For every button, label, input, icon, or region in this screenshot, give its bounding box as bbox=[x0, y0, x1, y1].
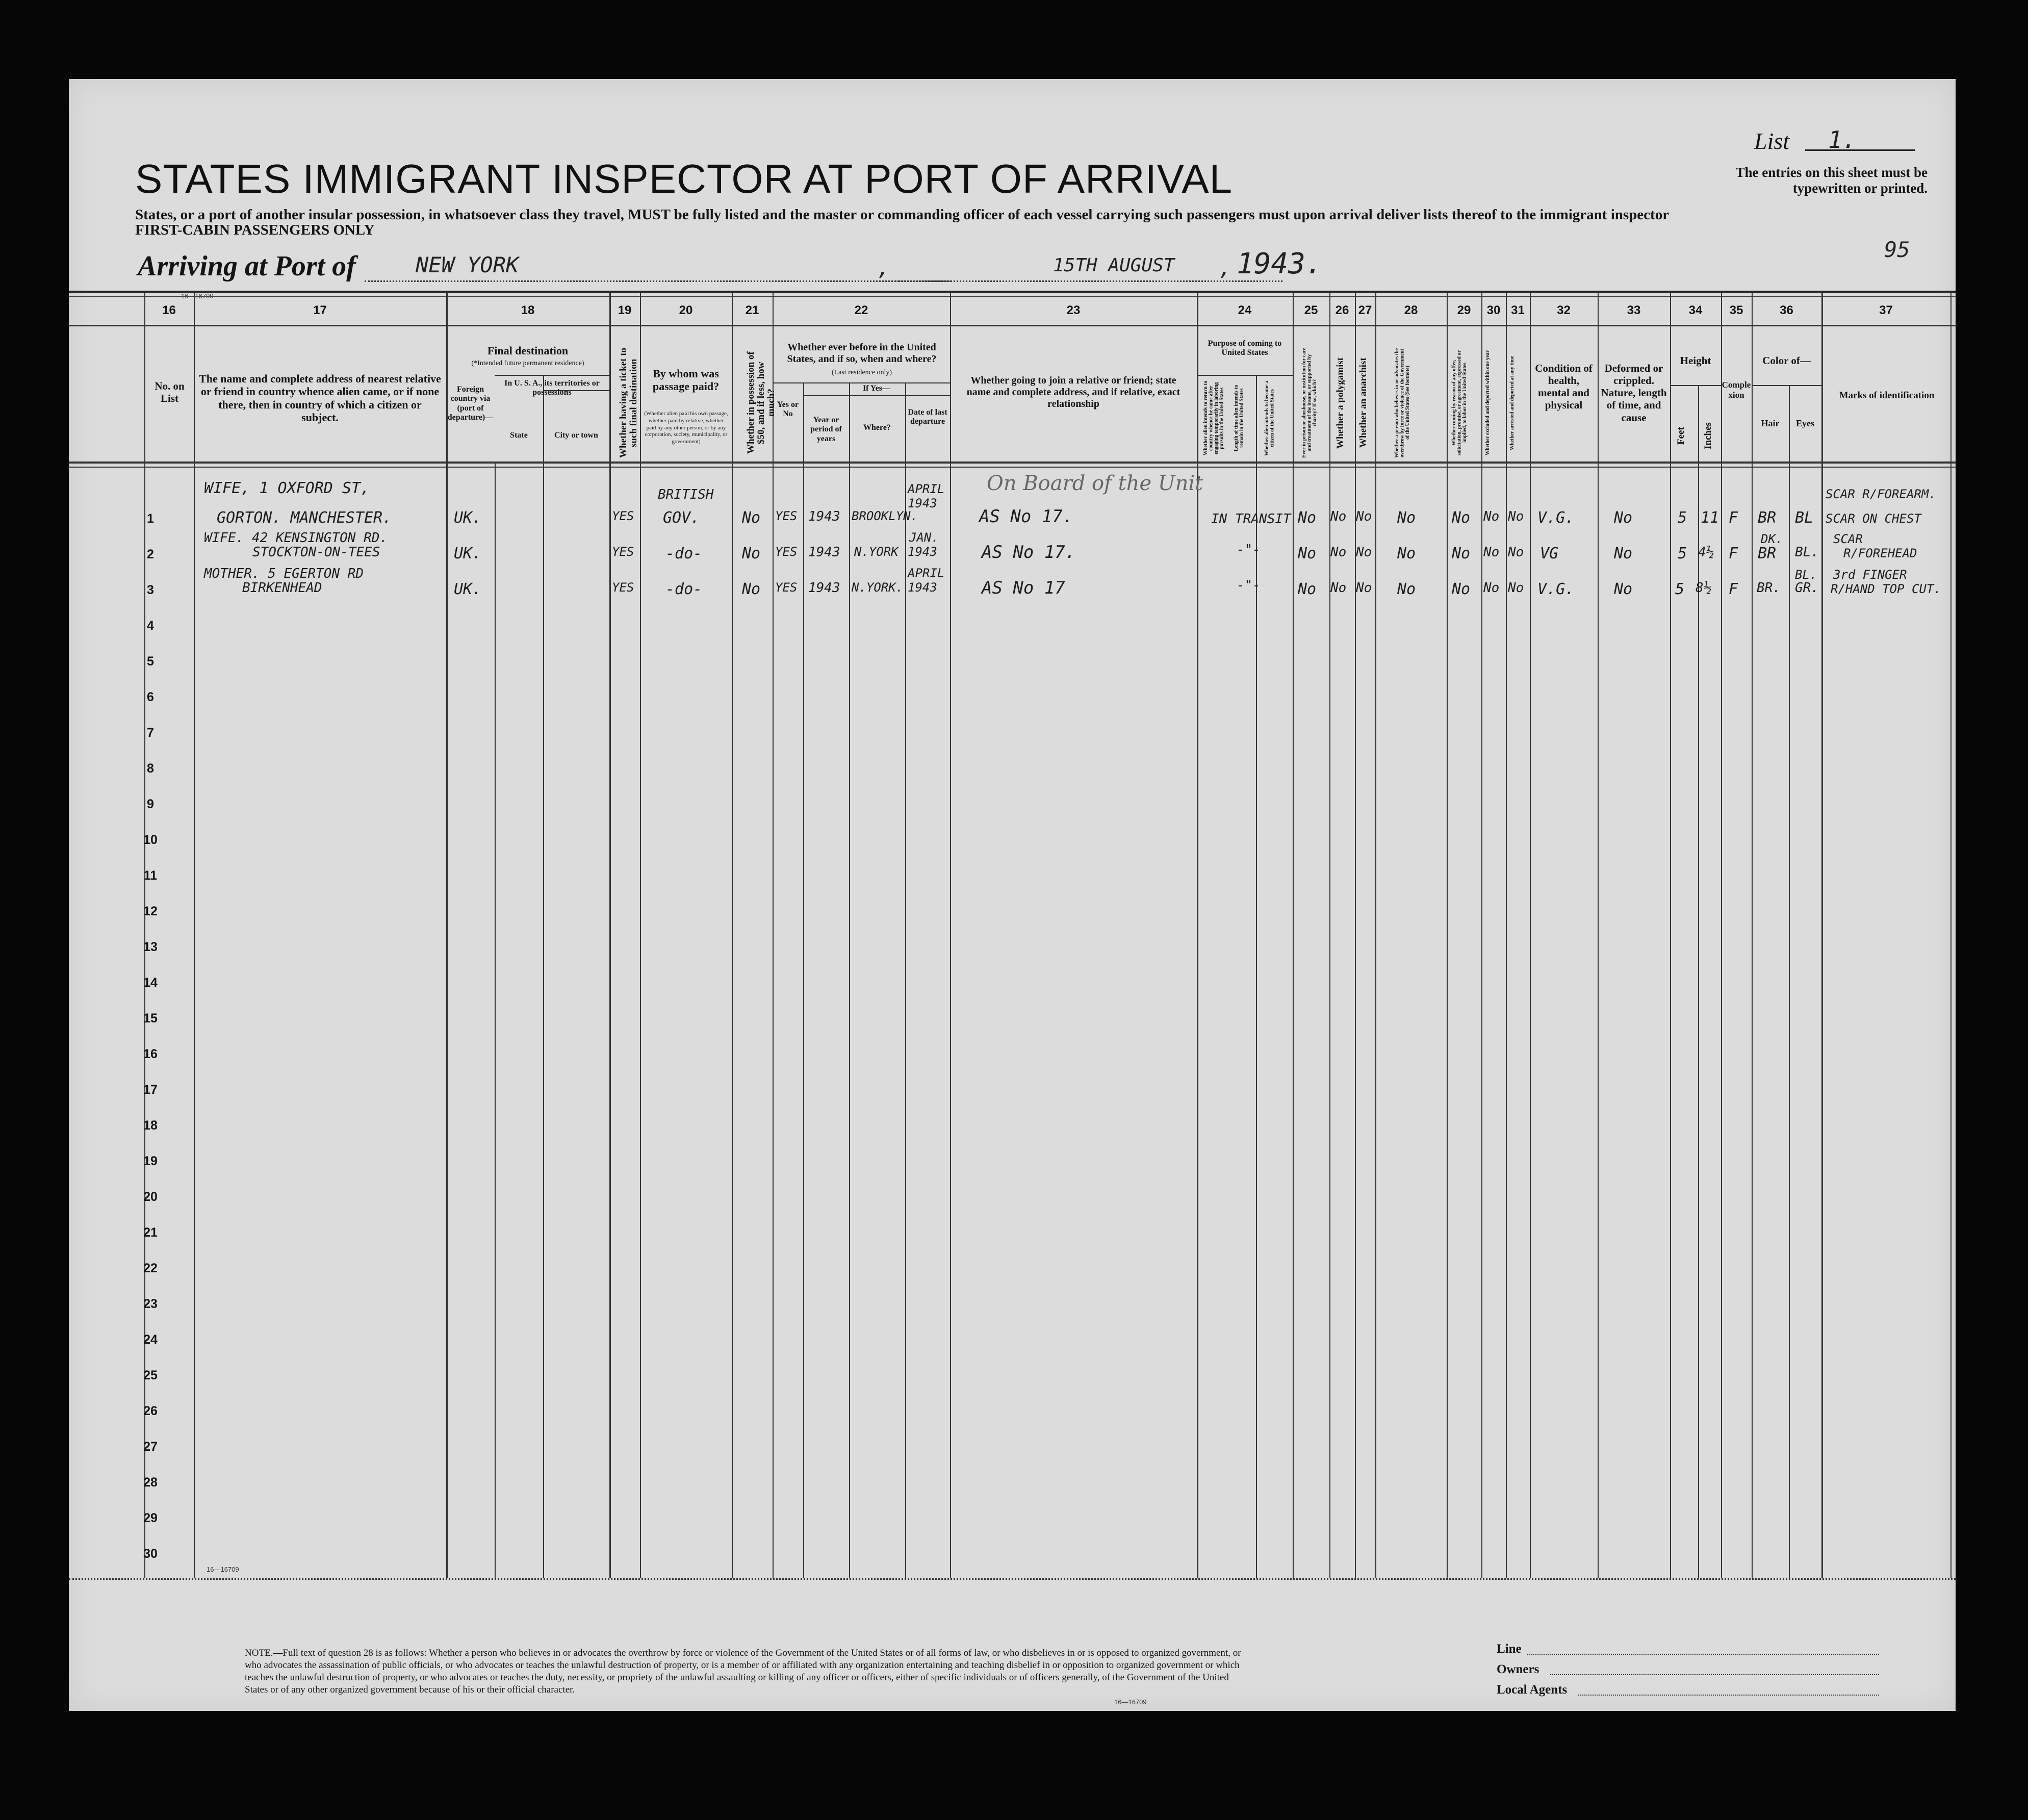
grid-top-line bbox=[69, 291, 1956, 293]
date-line bbox=[895, 280, 1282, 282]
row-number: 11 bbox=[143, 868, 158, 883]
header-inches: Inches bbox=[1703, 422, 1713, 450]
row-number: 4 bbox=[147, 619, 154, 633]
header-prison: Ever in prison or almshouse, or institution for care and treatment of the insane, or supported by charity? If so, which? bbox=[1301, 347, 1318, 458]
row-number: 10 bbox=[143, 833, 158, 847]
col-rule bbox=[194, 293, 195, 1578]
entry-3-where: N.YORK. bbox=[852, 580, 904, 595]
header-excluded: Whether excluded and deported within one year bbox=[1485, 350, 1491, 455]
entry-1-health: V.G. bbox=[1537, 509, 1575, 527]
owners-label: Owners bbox=[1497, 1662, 1539, 1676]
col-rule bbox=[1598, 293, 1599, 1578]
header-joining: Whether going to join a relative or friend; state name and complete address, and if relative, exact relationship bbox=[966, 375, 1180, 409]
row-number: 2 bbox=[147, 547, 154, 561]
row-number: 13 bbox=[143, 940, 158, 954]
entry-3-q25: No bbox=[1298, 580, 1317, 598]
entry-1-year: 1943 bbox=[808, 509, 840, 524]
entry-3-q28: No bbox=[1397, 580, 1416, 598]
manifest-sheet bbox=[69, 79, 1956, 1711]
line-field[interactable] bbox=[1527, 1654, 1879, 1655]
entry-1-deformed: No bbox=[1614, 509, 1633, 527]
entry-2-q27: No bbox=[1356, 545, 1372, 560]
entry-2-health: VG bbox=[1540, 545, 1559, 562]
entry-3-marks-line1: 3rd FINGER bbox=[1833, 568, 1907, 582]
col-rule bbox=[1698, 385, 1699, 1578]
header-complexion: Complexion bbox=[1722, 380, 1751, 400]
header-before-in-us: Whether ever before in the United States, and if so, when and where? bbox=[787, 342, 937, 365]
colnum-26: 26 bbox=[1335, 303, 1349, 317]
col-rule bbox=[1481, 293, 1482, 1578]
colnum-25: 25 bbox=[1304, 303, 1318, 317]
form-instruction: States, or a port of another insular possession, in whatsoever class they travel, MUST be fully listed and the master or commanding officer of each vessel carrying such passengers must upon arrival deliver lists thereof to the immigrant inspector bbox=[135, 207, 1670, 223]
row-number: 1 bbox=[147, 511, 154, 526]
header-anarchist: Whether an anarchist bbox=[1358, 357, 1369, 448]
colnum-19: 19 bbox=[618, 303, 632, 317]
entry-3-q30: No bbox=[1483, 580, 1500, 596]
header-labor-offer: Whether coming by reason of any offer, solicitation, promise, or agreement, expressed or implied, to labor in the United States bbox=[1451, 350, 1468, 455]
entry-1-before-in-us: YES bbox=[775, 509, 798, 523]
entry-3-joining: AS No 17 bbox=[982, 578, 1065, 598]
row-number: 17 bbox=[143, 1083, 158, 1097]
entry-3-health: V.G. bbox=[1537, 580, 1575, 598]
colnum-22: 22 bbox=[854, 303, 868, 317]
col-rule bbox=[1752, 293, 1753, 1578]
row-number: 23 bbox=[143, 1297, 158, 1311]
entry-2-ticket: YES bbox=[612, 545, 634, 559]
entry-2-q25: No bbox=[1298, 545, 1317, 562]
col-rule bbox=[640, 293, 641, 1578]
header-city: City or town bbox=[554, 431, 598, 440]
col-rule bbox=[1721, 293, 1722, 1578]
header-paid-by-sub: (Whether alien paid his own passage, whether paid by relative, whether paid by any other person, or by any corporation, society, municipality, or government) bbox=[644, 411, 728, 445]
row-number: 20 bbox=[143, 1190, 158, 1204]
list-underline bbox=[1805, 149, 1915, 151]
entry-1-marks-line1: SCAR R/FOREARM. bbox=[1826, 487, 1936, 501]
header-bottom-line bbox=[69, 462, 1956, 464]
col-rule bbox=[773, 293, 774, 1578]
entry-3-paid-by: -do- bbox=[665, 580, 703, 598]
entry-2-deformed: No bbox=[1614, 545, 1633, 562]
row-number: 24 bbox=[143, 1332, 158, 1347]
header-state: State bbox=[510, 431, 528, 440]
entry-3-eyes: GR. bbox=[1795, 580, 1819, 596]
entry-2-hair: BR bbox=[1758, 545, 1777, 562]
row-number: 19 bbox=[143, 1154, 158, 1168]
entry-2-q28: No bbox=[1397, 545, 1416, 562]
form-title: STATES IMMIGRANT INSPECTOR AT PORT OF ARRIVAL bbox=[135, 156, 1233, 201]
col-rule bbox=[1506, 293, 1507, 1578]
grid-top-line-inner bbox=[69, 296, 1956, 297]
entry-2-marks-line2: R/FOREHEAD bbox=[1843, 546, 1917, 560]
header-purpose-return: Whether alien intends to return to country whence he came after engaging temporarily in laboring pursuits in the United States bbox=[1203, 381, 1225, 456]
entry-3-q27: No bbox=[1356, 580, 1372, 596]
col-rule bbox=[732, 293, 733, 1578]
entry-2-q30: No bbox=[1483, 545, 1500, 560]
row-number: 18 bbox=[143, 1118, 158, 1133]
entry-1-q26: No bbox=[1330, 509, 1347, 524]
header-foreign-country: Foreign country via (port of departure)— bbox=[447, 385, 494, 422]
entry-1-departure-month: APRIL bbox=[908, 482, 945, 496]
row-number: 8 bbox=[147, 761, 154, 776]
entry-3-fifty: No bbox=[742, 580, 761, 598]
header-overthrow: Whether a person who believes in or advocates the overthrow by force or violence of the Government of the United States (See footnote) bbox=[1394, 348, 1410, 458]
entry-1-eyes: BL bbox=[1795, 509, 1814, 527]
colnum-29: 29 bbox=[1457, 303, 1471, 317]
row-number: 3 bbox=[147, 583, 154, 597]
entry-1-feet: 5 bbox=[1678, 509, 1687, 527]
comma-1: , bbox=[877, 255, 890, 280]
header-marks: Marks of identification bbox=[1839, 390, 1935, 401]
header-yes-no: Yes or No bbox=[777, 400, 799, 419]
entry-1-foreign-country: UK. bbox=[454, 509, 482, 527]
entry-2-purpose: -"- bbox=[1237, 542, 1261, 557]
entry-1-joining: AS No 17. bbox=[979, 506, 1073, 527]
entry-3-inches: 8½ bbox=[1696, 580, 1712, 596]
entry-1-paid-by-line2: GOV. bbox=[663, 509, 700, 527]
port-value: NEW YORK bbox=[416, 252, 519, 277]
entry-2-where: N.YORK bbox=[854, 545, 899, 559]
header-year-period: Year or period of years bbox=[810, 416, 842, 443]
owners-field[interactable] bbox=[1550, 1674, 1879, 1675]
col-rule bbox=[803, 382, 804, 1578]
col-rule bbox=[543, 375, 544, 1578]
local-agents-field[interactable] bbox=[1578, 1695, 1879, 1696]
entry-3-complexion: F bbox=[1729, 580, 1738, 598]
row-number: 28 bbox=[143, 1475, 158, 1490]
entry-1-where: BROOKLYN. bbox=[852, 509, 918, 523]
row-number: 30 bbox=[143, 1547, 158, 1561]
entry-2-before-in-us: YES bbox=[775, 545, 798, 559]
entry-3-purpose: -"- bbox=[1237, 578, 1261, 593]
header-height: Height bbox=[1680, 354, 1711, 367]
entry-3-deformed: No bbox=[1614, 580, 1633, 598]
col-rule bbox=[1447, 293, 1448, 1578]
row-number: 21 bbox=[143, 1225, 158, 1240]
col-rule bbox=[1530, 293, 1531, 1578]
colnum-30: 30 bbox=[1486, 303, 1501, 317]
entry-1-q30: No bbox=[1483, 509, 1500, 524]
colnum-17: 17 bbox=[313, 303, 327, 317]
entry-1-hair: BR bbox=[1758, 509, 1777, 527]
header-arrested: Whether arrested and deported at any time bbox=[1509, 355, 1515, 450]
colnum-28: 28 bbox=[1404, 303, 1418, 317]
entry-2-marks-line1: SCAR bbox=[1833, 532, 1863, 546]
entry-3-foreign-country: UK. bbox=[454, 580, 482, 598]
col-rule bbox=[1950, 293, 1952, 1578]
entry-3-departure-month: APRIL bbox=[908, 566, 945, 580]
date-value: 15TH AUGUST bbox=[1053, 255, 1175, 276]
local-agents-label: Local Agents bbox=[1497, 1683, 1568, 1697]
col-rule bbox=[1789, 385, 1790, 1578]
year-value: 1943. bbox=[1237, 247, 1323, 280]
sub-rule bbox=[773, 382, 950, 383]
entry-3-before-in-us: YES bbox=[775, 580, 798, 595]
col-rule bbox=[905, 382, 906, 1578]
entry-2-departure-month: JAN. bbox=[909, 530, 939, 545]
colnum-21: 21 bbox=[745, 303, 759, 317]
entry-2-departure-year: 1943 bbox=[908, 545, 937, 559]
entry-1-fifty: No bbox=[742, 509, 761, 527]
col-rule bbox=[1355, 293, 1356, 1578]
header-date-departure: Date of last departure bbox=[908, 408, 947, 426]
form-code-bottom: 16—16709 bbox=[207, 1566, 239, 1573]
header-paid-by: By whom was passage paid? bbox=[652, 367, 720, 393]
entry-1-marks-line2: SCAR ON CHEST bbox=[1826, 511, 1921, 526]
entry-1-complexion: F bbox=[1729, 509, 1738, 527]
col-rule bbox=[1375, 293, 1376, 1578]
col-rule bbox=[849, 382, 850, 1578]
entry-3-feet: 5 bbox=[1675, 580, 1685, 598]
entry-3-ticket: YES bbox=[612, 580, 634, 595]
row-number: 6 bbox=[147, 690, 154, 704]
header-if-yes: If Yes— bbox=[862, 384, 891, 393]
page-number: 95 bbox=[1884, 237, 1910, 262]
colnum-20: 20 bbox=[679, 303, 693, 317]
sub-rule bbox=[1197, 375, 1293, 376]
entry-2-year: 1943 bbox=[808, 545, 840, 560]
header-ticket: Whether having a ticket to such final destination bbox=[618, 347, 639, 458]
header-purpose-length: Length of time alien intends to remain in the United States bbox=[1234, 384, 1245, 452]
arriving-label: Arriving at Port of bbox=[138, 250, 356, 282]
entry-1-q27: No bbox=[1356, 509, 1372, 524]
header-hair: Hair bbox=[1761, 418, 1780, 428]
row-number: 7 bbox=[147, 726, 154, 740]
colnum-34: 34 bbox=[1688, 303, 1703, 317]
colnum-24: 24 bbox=[1238, 303, 1252, 317]
row-number: 12 bbox=[143, 904, 158, 918]
colnum-32: 32 bbox=[1557, 303, 1571, 317]
entry-1-q31: No bbox=[1508, 509, 1524, 524]
entry-1-relative-line1: WIFE, 1 OXFORD ST, bbox=[204, 479, 370, 497]
header-fifty-dollars: Whether in possession of $50, and if less, how much? bbox=[746, 351, 777, 454]
grid-bottom-line bbox=[69, 1578, 1956, 1580]
entry-1-ticket: YES bbox=[612, 509, 634, 523]
entry-2-joining: AS No 17. bbox=[982, 542, 1076, 562]
colnum-36: 36 bbox=[1780, 303, 1793, 317]
entry-2-inches: 4½ bbox=[1698, 545, 1714, 560]
header-eyes: Eyes bbox=[1796, 418, 1814, 428]
form-code-top: 16—16709 bbox=[181, 292, 214, 300]
entry-2-q26: No bbox=[1330, 545, 1347, 560]
header-before-sub: (Last residence only) bbox=[831, 369, 892, 376]
row-number: 26 bbox=[143, 1404, 158, 1418]
header-deformed: Deformed or crippled. Nature, length of time, and cause bbox=[1601, 362, 1667, 424]
column-number-line bbox=[69, 325, 1956, 326]
col-rule bbox=[144, 293, 145, 1578]
list-number: 1. bbox=[1828, 126, 1857, 153]
entry-2-relative-line2: STOCKTON-ON-TEES bbox=[252, 545, 380, 560]
entry-3-relative-line1: MOTHER. 5 EGERTON RD bbox=[204, 566, 364, 581]
colnum-27: 27 bbox=[1358, 303, 1372, 317]
header-final-destination-sub: (*Intended future permanent residence) bbox=[471, 360, 584, 367]
colnum-37: 37 bbox=[1879, 303, 1893, 317]
footnote: NOTE.—Full text of question 28 is as follows: Whether a person who believes in or advocates the overthrow by force or violence of the Government of the United States or of all forms of law, or who disbelieves in or is opposed to organized government, or who advocates the assassination of public officials, or who advocates or teaches the unlawful destruction of property, or is a member of or affiliated with any organization entertaining and teaching disbelief in or opposition to organized government or which teaches the unlawful destruction of property, or who advocates or teaches the duty, necessity, or propriety of the unlawful assaulting or killing of any officer or officers, either of specific individuals or of officers generally, of the Government of the United States or of any other organized government because of his or their official character. bbox=[245, 1648, 1241, 1695]
sub-rule bbox=[1752, 385, 1821, 386]
row-number: 14 bbox=[143, 976, 158, 990]
sub-rule bbox=[495, 375, 609, 376]
entry-3-marks-line2: R/HAND TOP CUT. bbox=[1831, 582, 1941, 596]
entry-1-purpose: IN TRANSIT bbox=[1211, 511, 1291, 527]
entry-2-q31: No bbox=[1508, 545, 1524, 560]
entry-2-eyes: BL. bbox=[1795, 545, 1819, 560]
entry-1-q25: No bbox=[1298, 509, 1317, 527]
entry-3-hair: BR. bbox=[1757, 580, 1781, 596]
colnum-16: 16 bbox=[162, 303, 176, 317]
row-number: 16 bbox=[143, 1047, 158, 1061]
colnum-23: 23 bbox=[1066, 303, 1081, 317]
sub-rule bbox=[1670, 385, 1721, 386]
header-polygamist: Whether a polygamist bbox=[1335, 357, 1346, 449]
colnum-18: 18 bbox=[521, 303, 535, 317]
entry-3-year: 1943 bbox=[808, 580, 840, 596]
entry-2-feet: 5 bbox=[1678, 545, 1687, 562]
col-rule bbox=[1821, 293, 1823, 1578]
entry-1-paid-by-line1: BRITISH bbox=[658, 487, 714, 502]
entry-3-relative-line2: BIRKENHEAD bbox=[242, 580, 322, 596]
header-purpose-citizen: Whether alien intends to become a citizen of the United States bbox=[1264, 380, 1275, 456]
entry-2-q29: No bbox=[1452, 545, 1471, 562]
entry-2-paid-by: -do- bbox=[665, 545, 703, 562]
colnum-33: 33 bbox=[1627, 303, 1641, 317]
entry-2-relative-line1: WIFE. 42 KENSINGTON RD. bbox=[204, 530, 388, 546]
row-number: 9 bbox=[147, 797, 154, 811]
col-rule bbox=[446, 293, 448, 1578]
entry-2-foreign-country: UK. bbox=[454, 545, 482, 562]
col-rule bbox=[950, 293, 951, 1578]
entry-2-complexion: F bbox=[1729, 545, 1738, 562]
entry-3-departure-year: 1943 bbox=[908, 580, 937, 595]
header-feet: Feet bbox=[1676, 427, 1686, 445]
col-rule bbox=[1670, 293, 1671, 1578]
row-number: 5 bbox=[147, 654, 154, 669]
comma-2: , bbox=[1219, 255, 1232, 280]
sub-rule bbox=[803, 395, 950, 396]
col-rule bbox=[1293, 293, 1294, 1578]
entry-1-inches: 11 bbox=[1701, 509, 1719, 527]
pencil-annotation: On Board of the Unit bbox=[987, 472, 1203, 495]
list-label: List bbox=[1754, 128, 1790, 154]
entry-3-eyes-top: BL. bbox=[1795, 568, 1817, 582]
header-no-on-list: No. on List bbox=[155, 380, 185, 405]
row-number: 15 bbox=[143, 1011, 158, 1026]
colnum-35: 35 bbox=[1729, 303, 1743, 317]
header-purpose: Purpose of coming to United States bbox=[1208, 339, 1282, 357]
entry-1-relative-line2: GORTON. MANCHESTER. bbox=[217, 509, 392, 527]
col-rule bbox=[495, 462, 496, 1578]
header-relative: The name and complete address of nearest relative or friend in country whence alien came, or if none there, then in country of which a citizen or subject. bbox=[199, 372, 441, 424]
list-note: The entries on this sheet must be typewritten or printed. bbox=[1735, 165, 1928, 196]
header-color: Color of— bbox=[1762, 354, 1811, 367]
footnote-form-code: 16—16709 bbox=[1114, 1698, 1147, 1706]
row-number: 25 bbox=[143, 1368, 158, 1382]
entry-3-q29: No bbox=[1452, 580, 1471, 598]
col-rule bbox=[609, 293, 611, 1578]
passenger-class: FIRST-CABIN PASSENGERS ONLY bbox=[135, 222, 375, 238]
row-number: 22 bbox=[143, 1261, 158, 1275]
header-bottom-line-inner bbox=[69, 467, 1956, 468]
header-in-usa: In U. S. A., its territories or possessions bbox=[504, 379, 600, 397]
entry-1-q28: No bbox=[1397, 509, 1416, 527]
row-number: 27 bbox=[143, 1440, 158, 1454]
header-final-destination: Final destination bbox=[487, 344, 569, 357]
header-health: Condition of health, mental and physical bbox=[1535, 362, 1593, 412]
entry-2-fifty: No bbox=[742, 545, 761, 562]
entry-3-q26: No bbox=[1330, 580, 1347, 596]
entry-1-departure-year: 1943 bbox=[908, 496, 937, 510]
entry-1-q29: No bbox=[1452, 509, 1471, 527]
entry-3-q31: No bbox=[1508, 580, 1524, 596]
entry-2-hair-top: DK. bbox=[1761, 532, 1783, 546]
port-line bbox=[365, 280, 951, 282]
row-number: 29 bbox=[143, 1511, 158, 1525]
col-rule bbox=[1329, 293, 1330, 1578]
header-where: Where? bbox=[863, 423, 891, 432]
line-label: Line bbox=[1497, 1642, 1522, 1656]
colnum-31: 31 bbox=[1511, 303, 1525, 317]
